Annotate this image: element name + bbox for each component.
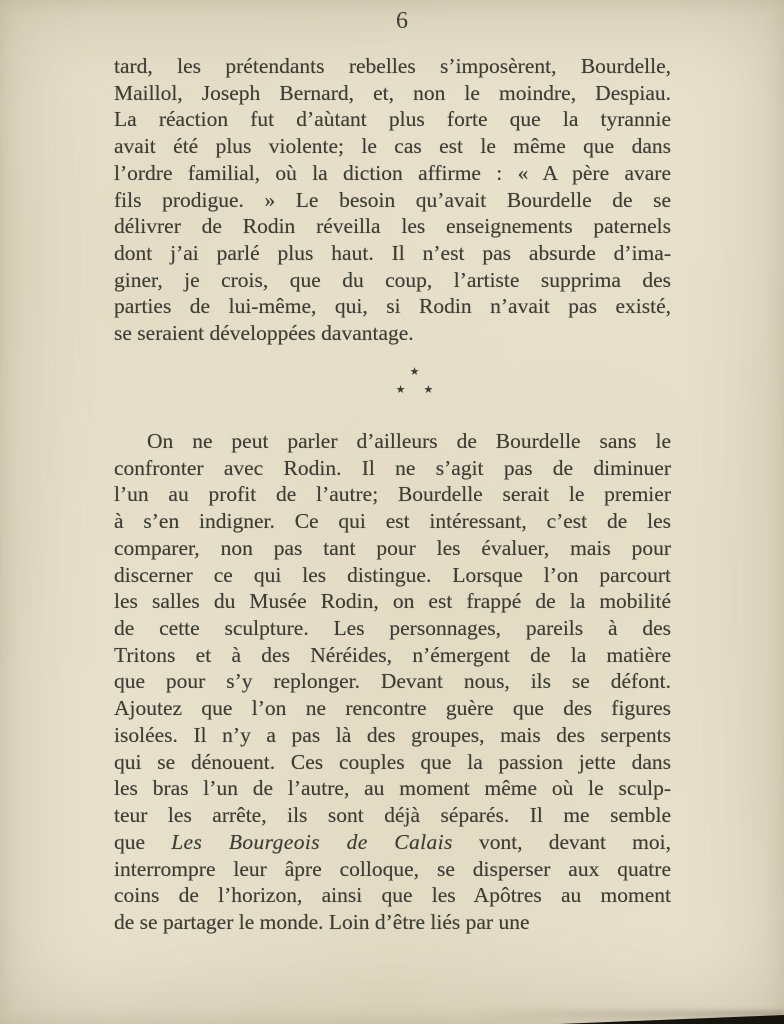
star-icon: ★: [395, 384, 406, 396]
text-line: parties de lui-même, qui, si Rodin n’avait pas existé,: [114, 294, 671, 319]
text-line: se seraient développées davantage.: [114, 321, 414, 346]
paragraph-2: [114, 428, 671, 936]
text-line: giner, je crois, que du coup, l’artiste supprima des: [114, 267, 671, 292]
text-line: Tritons et à des Néréides, n’émergent de la matière: [114, 642, 671, 667]
text-line: les salles du Musée Rodin, on est frappé de la mobilité: [114, 589, 671, 614]
text-line: interrompre leur âpre colloque, se disperser aux quatre: [114, 856, 671, 881]
text-line: tard, les prétendants rebelles s’imposèrent, Bourdelle,: [114, 54, 671, 78]
text-line: fils prodigue. » Le besoin qu’avait Bourdelle de se: [114, 187, 671, 212]
text-line: que pour s’y replonger. Devant nous, ils se défont.: [114, 669, 671, 694]
text-line: teur les arrête, ils sont déjà séparés. Il me semble: [114, 803, 671, 828]
text-line: que Les Bourgeois de Calais vont, devant moi,: [114, 829, 671, 854]
text-line: de cette sculpture. Les personnages, pareils à des: [114, 616, 671, 641]
text-line: dont j’ai parlé plus haut. Il n’est pas absurde d’ima-: [114, 241, 671, 266]
text-line: de se partager le monde. Loin d’être liés par une: [114, 909, 530, 934]
text-line: à s’en indigner. Ce qui est intéressant, c’est de les: [114, 509, 671, 534]
text-line: qui se dénouent. Ces couples que la passion jette dans: [114, 749, 671, 774]
text-line: avait été plus violente; le cas est le même que dans: [114, 134, 671, 159]
text-line: Maillol, Joseph Bernard, et, non le moindre, Despiau.: [114, 80, 671, 105]
text-line: les bras l’un de l’autre, au moment même où le sculp-: [114, 776, 671, 801]
page-number: 6: [396, 8, 409, 34]
star-icon: ★: [423, 384, 434, 396]
text-line: isolées. Il n’y a pas là des groupes, mais des serpents: [114, 722, 671, 747]
text-line: On ne peut parler d’ailleurs de Bourdelle sans le: [147, 429, 671, 453]
text-line: Ajoutez que l’on ne rencontre guère que des figures: [114, 696, 671, 721]
paragraph-1: [114, 53, 671, 347]
text-line: coins de l’horizon, ainsi que les Apôtres au moment: [114, 883, 671, 908]
text-line: comparer, non pas tant pour les évaluer, mais pour: [114, 535, 671, 560]
asterism-divider: [114, 362, 671, 398]
asterism-bottom-row: [136, 380, 693, 398]
text-line: discerner ce qui les distingue. Lorsque l’on parcourt: [114, 562, 671, 587]
text-line: délivrer de Rodin réveilla les enseignements paternels: [114, 214, 671, 239]
text-line: confronter avec Rodin. Il ne s’agit pas de diminuer: [114, 455, 671, 480]
text-line: La réaction fut d’aùtant plus forte que la tyrannie: [114, 107, 671, 132]
scan-edge-shadow: [464, 1010, 784, 1018]
text-line: l’un au profit de l’autre; Bourdelle serait le premier: [114, 482, 671, 507]
text-line: l’ordre familial, où la diction affirme : « A père avare: [114, 160, 671, 185]
asterism-top-row: [136, 362, 693, 380]
star-icon: ★: [409, 366, 420, 378]
